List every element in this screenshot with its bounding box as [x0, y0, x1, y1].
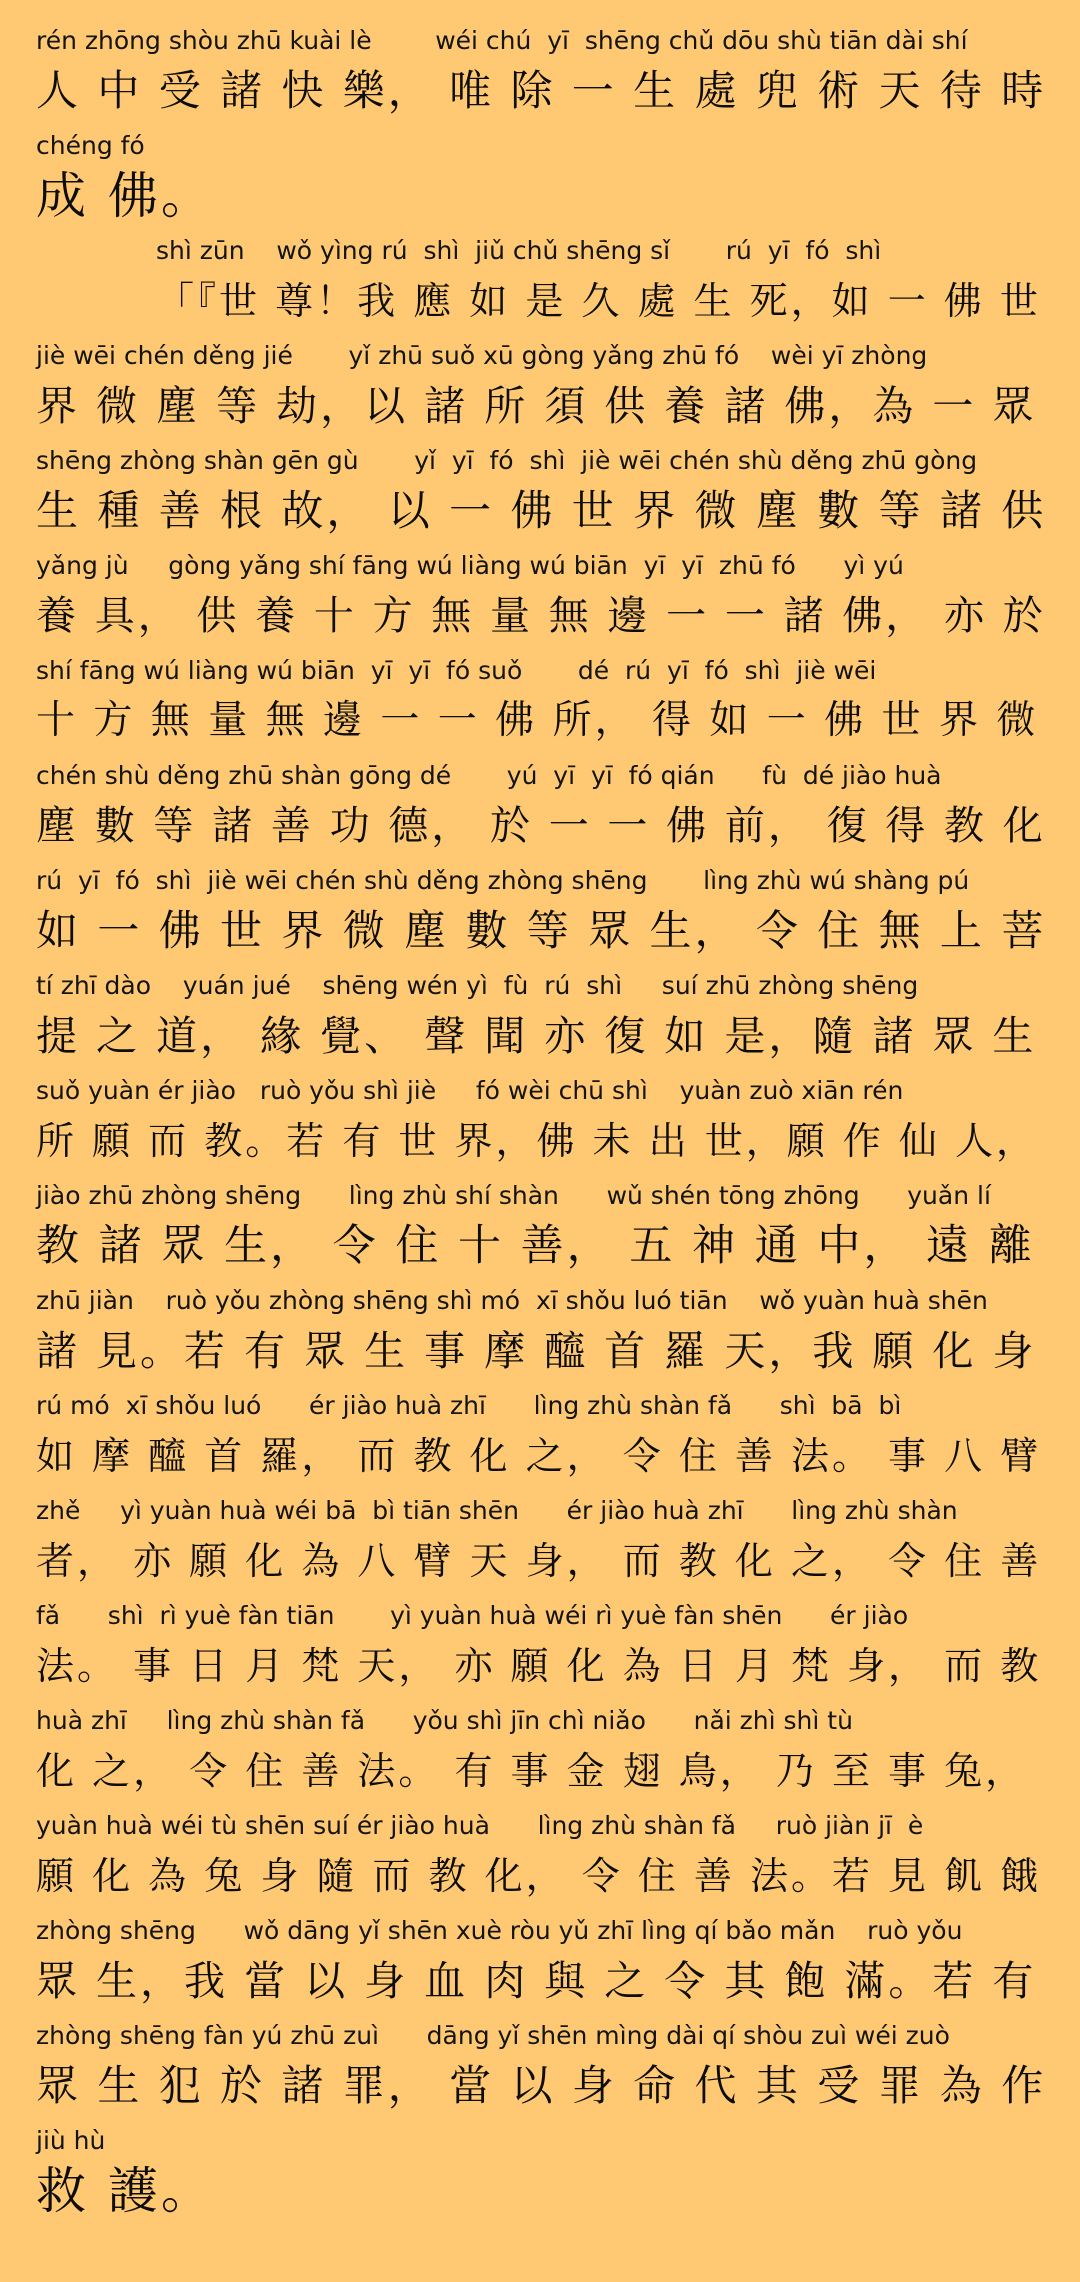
chinese-text: 眾 生，我 當 以 身 血 肉 與 之 令 其 飽 滿。若 有: [36, 1957, 1037, 2005]
text-line-18: [36, 1809, 1046, 1914]
chinese-text: 眾 生 犯 於 諸 罪， 當 以 身 命 代 其 受 罪 為 作: [36, 2061, 1047, 2110]
text-line-12: [36, 1179, 1046, 1284]
pinyin-annotation: shí fāng wú liàng wú biān yī yī fó suǒ dé rú yī fó shì jiè wēi: [36, 656, 877, 685]
text-line-1: [36, 24, 1046, 129]
chinese-text: 人 中 受 諸 快 樂， 唯 除 一 生 處 兜 術 天 待 時: [36, 66, 1047, 115]
text-line-15: [36, 1494, 1046, 1599]
pinyin-annotation: yuàn huà wéi tù shēn suí ér jiào huà lìng zhù shàn fǎ ruò jiàn jī è: [36, 1811, 924, 1840]
text-line-2: [36, 129, 1046, 234]
pinyin-annotation: jiè wēi chén děng jié yǐ zhū suǒ xū gòng yǎng zhū fó wèi yī zhòng: [36, 341, 928, 370]
chinese-text: 教 諸 眾 生， 令 住 十 善， 五 神 通 中， 遠 離: [36, 1221, 1035, 1271]
chinese-text: 如 摩 醯 首 羅， 而 教 化 之， 令 住 善 法。 事 八 臂: [36, 1434, 1042, 1478]
text-line-7: [36, 654, 1046, 759]
chinese-text: 成 佛。: [36, 167, 214, 225]
pinyin-annotation: rú yī fó shì jiè wēi chén shù děng zhòng shēng lìng zhù wú shàng pú: [36, 866, 970, 895]
text-line-4: [36, 339, 1046, 444]
pinyin-annotation: yǎng jù gòng yǎng shí fāng wú liàng wú biān yī yī zhū fó yì yú: [36, 551, 904, 580]
chinese-text: 救 護。: [36, 2162, 214, 2220]
pinyin-annotation: shì zūn wǒ yìng rú shì jiǔ chǔ shēng sǐ rú yī fó shì: [156, 236, 882, 265]
pinyin-annotation: chén shù děng zhū shàn gōng dé yú yī yī fó qián fù dé jiào huà: [36, 761, 942, 790]
text-line-14: [36, 1389, 1046, 1494]
pinyin-annotation: chéng fó: [36, 131, 145, 160]
chinese-text: 界 微 塵 等 劫，以 諸 所 須 供 養 諸 佛，為 一 眾: [36, 382, 1037, 430]
text-line-21: [36, 2124, 1046, 2229]
chinese-text: 諸 見。若 有 眾 生 事 摩 醯 首 羅 天，我 願 化 身: [36, 1327, 1037, 1375]
chinese-text: 塵 數 等 諸 善 功 德， 於 一 一 佛 前， 復 得 教 化: [36, 803, 1046, 849]
pinyin-annotation: huà zhī lìng zhù shàn fǎ yǒu shì jīn chì niǎo nǎi zhì shì tù: [36, 1706, 853, 1735]
pinyin-annotation: tí zhī dào yuán jué shēng wén yì fù rú shì suí zhū zhòng shēng: [36, 971, 919, 1000]
pinyin-annotation: fǎ shì rì yuè fàn tiān yì yuàn huà wéi rì yuè fàn shēn ér jiào: [36, 1601, 909, 1630]
text-line-6: [36, 549, 1046, 654]
chinese-text: 生 種 善 根 故， 以 一 佛 世 界 微 塵 數 等 諸 供: [36, 486, 1047, 535]
pinyin-annotation: jiào zhū zhòng shēng lìng zhù shí shàn wǔ shén tōng zhōng yuǎn lí: [36, 1181, 991, 1210]
pinyin-annotation: zhū jiàn ruò yǒu zhòng shēng shì mó xī shǒu luó tiān wǒ yuàn huà shēn: [36, 1286, 988, 1315]
text-line-13: [36, 1284, 1046, 1389]
pinyin-annotation: jiù hù: [36, 2126, 106, 2155]
chinese-text: 「『世 尊！我 應 如 是 久 處 生 死，如 一 佛 世: [156, 279, 1041, 323]
chinese-text: 提 之 道， 緣 覺、 聲 聞 亦 復 如 是，隨 諸 眾 生: [36, 1012, 1037, 1060]
text-line-16: [36, 1599, 1046, 1704]
text-line-11: [36, 1074, 1046, 1179]
chinese-text: 法。 事 日 月 梵 天， 亦 願 化 為 日 月 梵 身， 而 教: [36, 1644, 1042, 1688]
pinyin-annotation: shēng zhòng shàn gēn gù yǐ yī fó shì jiè wēi chén shù děng zhū gòng: [36, 446, 978, 475]
pinyin-annotation: zhě yì yuàn huà wéi bā bì tiān shēn ér jiào huà zhī lìng zhù shàn: [36, 1496, 958, 1525]
text-line-5: [36, 444, 1046, 549]
pinyin-annotation: suǒ yuàn ér jiào ruò yǒu shì jiè fó wèi chū shì yuàn zuò xiān rén: [36, 1076, 904, 1105]
text-line-8: [36, 759, 1046, 864]
chinese-text: 化 之， 令 住 善 法。 有 事 金 翅 鳥， 乃 至 事 兔，: [36, 1749, 1027, 1793]
pinyin-annotation: zhòng shēng wǒ dāng yǐ shēn xuè ròu yǔ zhī lìng qí bǎo mǎn ruò yǒu: [36, 1916, 963, 1945]
text-line-19: [36, 1914, 1046, 2019]
pinyin-annotation: rén zhōng shòu zhū kuài lè wéi chú yī shēng chǔ dōu shù tiān dài shí: [36, 26, 968, 55]
text-line-20: [36, 2019, 1046, 2124]
text-line-3: [36, 234, 1046, 339]
chinese-text: 如 一 佛 世 界 微 塵 數 等 眾 生， 令 住 無 上 菩: [36, 906, 1047, 955]
chinese-text: 十 方 無 量 無 邊 一 一 佛 所， 得 如 一 佛 世 界 微: [36, 698, 1039, 743]
chinese-text: 者， 亦 願 化 為 八 臂 天 身， 而 教 化 之， 令 住 善: [36, 1539, 1042, 1583]
chinese-text: 所 願 而 教。若 有 世 界，佛 未 出 世，願 作 仙 人，: [36, 1119, 1037, 1163]
chinese-text: 養 具， 供 養 十 方 無 量 無 邊 一 一 諸 佛， 亦 於: [36, 593, 1046, 639]
text-line-17: [36, 1704, 1046, 1809]
chinese-text: 願 化 為 兔 身 隨 而 教 化， 令 住 善 法。若 見 飢 餓: [36, 1854, 1042, 1898]
pinyin-annotation: rú mó xī shǒu luó ér jiào huà zhī lìng zhù shàn fǎ shì bā bì: [36, 1391, 902, 1420]
text-line-9: [36, 864, 1046, 969]
text-line-10: [36, 969, 1046, 1074]
pinyin-annotation: zhòng shēng fàn yú zhū zuì dāng yǐ shēn mìng dài qí shòu zuì wéi zuò: [36, 2021, 950, 2050]
